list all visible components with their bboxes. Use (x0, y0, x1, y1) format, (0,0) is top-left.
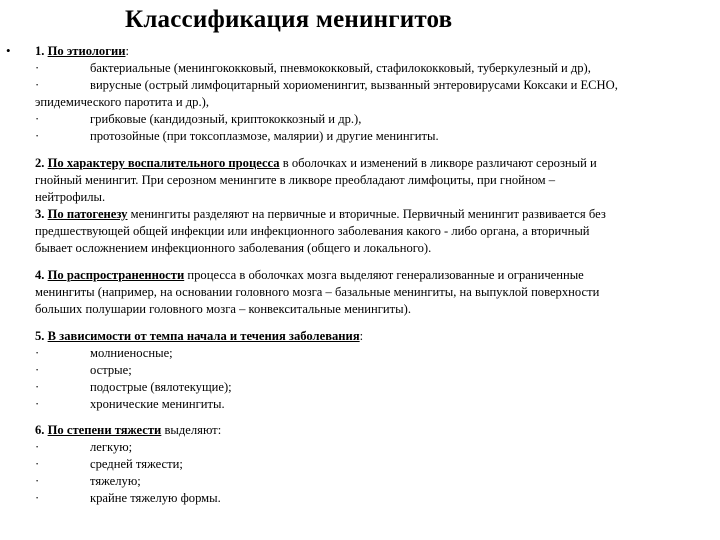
list-dot: · (35, 78, 40, 92)
list-item (35, 456, 695, 473)
section-5-colon: : (359, 329, 364, 343)
list-item (35, 379, 695, 396)
list-item-text: средней тяжести; (90, 457, 183, 471)
list-dot: · (35, 397, 40, 411)
list-item (35, 77, 695, 94)
list-dot: · (35, 363, 40, 377)
section-4-number: 4. (35, 268, 45, 282)
list-item (35, 439, 695, 456)
section-4-title: По распространенности (47, 268, 185, 282)
page-title: Классификация менингитов (125, 6, 453, 33)
section-3-text: менингиты разделяют на первичные и вторичные. Первичный менингит развивается без (127, 207, 606, 221)
list-item-text: вирусные (острый лимфоцитарный хориоменингит, вызванный энтеровирусами Коксаки и ЕСНО, (90, 78, 618, 92)
list-item-text: подострые (вялотекущие); (90, 380, 232, 394)
list-item-text: острые; (90, 363, 132, 377)
list-item-text: грибковые (кандидозный, криптококкозный и др.), (90, 112, 362, 126)
list-item (35, 111, 695, 128)
list-dot: · (35, 491, 40, 505)
section-6-heading (35, 422, 695, 439)
section-5-heading (35, 328, 695, 345)
section-3-line-3: бывает осложнением инфекционного заболевания (общего и локального). (35, 241, 432, 255)
list-item-text: крайне тяжелую формы. (90, 491, 221, 505)
section-2-line-2: гнойный менингит. При серозном менингите в ликворе преобладают лимфоциты, при гнойном – (35, 173, 556, 187)
section-6-number: 6. (35, 423, 45, 437)
list-item-text: хронические менингиты. (90, 397, 225, 411)
spacer (35, 413, 695, 422)
section-2-number: 2. (35, 156, 45, 170)
section-5-title: В зависимости от темпа начала и течения заболевания (47, 329, 360, 343)
section-4-line-2: менингиты (например, на основании головного мозга – базальные менингиты, на выпуклой поверхности (35, 285, 600, 299)
section-2-line-3: нейтрофилы. (35, 190, 106, 204)
section-3-line-1 (35, 206, 695, 223)
list-item (35, 473, 695, 490)
section-1-colon: : (125, 44, 129, 58)
list-dot: · (35, 457, 40, 471)
section-3-title: По патогенезу (47, 207, 128, 221)
spacer (35, 318, 695, 328)
list-item (35, 490, 695, 507)
list-dot: · (35, 112, 40, 126)
list-item (35, 128, 695, 145)
list-dot: · (35, 346, 40, 360)
list-dot: · (35, 129, 40, 143)
spacer (35, 145, 695, 155)
list-item (35, 60, 695, 77)
section-4-line-1 (35, 267, 695, 284)
list-item (35, 396, 695, 413)
section-5-number: 5. (35, 329, 45, 343)
list-item-text: протозойные (при токсоплазмозе, малярии) и другие менингиты. (90, 129, 439, 143)
list-dot: · (35, 440, 40, 454)
list-item-text: тяжелую; (90, 474, 141, 488)
list-item (35, 345, 695, 362)
list-item-text: легкую; (90, 440, 133, 454)
section-1-heading (35, 43, 695, 60)
section-1-number: 1. (35, 44, 45, 58)
list-item-text: молниеносные; (90, 346, 173, 360)
section-2-title: По характеру воспалительного процесса (47, 156, 280, 170)
section-2-text: в оболочках и изменений в ликворе различают серозный и (279, 156, 597, 170)
section-6-title: По степени тяжести (47, 423, 162, 437)
list-dot: · (35, 61, 40, 75)
section-2-line-1 (35, 155, 695, 172)
classification-content (35, 43, 695, 507)
section-3-line-2: предшествующей общей инфекции или инфекционного заболевания какого - либо органа, а вторичный (35, 224, 590, 238)
section-4-line-3: больших полушарии головного мозга – конвекситальные менингиты). (35, 302, 411, 316)
list-dot: · (35, 474, 40, 488)
section-3-number: 3. (35, 207, 45, 221)
list-item (35, 362, 695, 379)
section-6-tail: выделяют: (161, 423, 222, 437)
list-item-continuation: эпидемического паротита и др.), (35, 95, 209, 109)
list-dot: · (35, 380, 40, 394)
section-4-text: процесса в оболочках мозга выделяют генерализованные и ограниченные (184, 268, 584, 282)
spacer (35, 257, 695, 267)
bullet-marker: • (6, 43, 11, 58)
section-1-title: По этиологии (47, 44, 126, 58)
list-item-text: бактериальные (менингококковый, пневмококковый, стафилококковый, туберкулезный и др), (90, 61, 591, 75)
